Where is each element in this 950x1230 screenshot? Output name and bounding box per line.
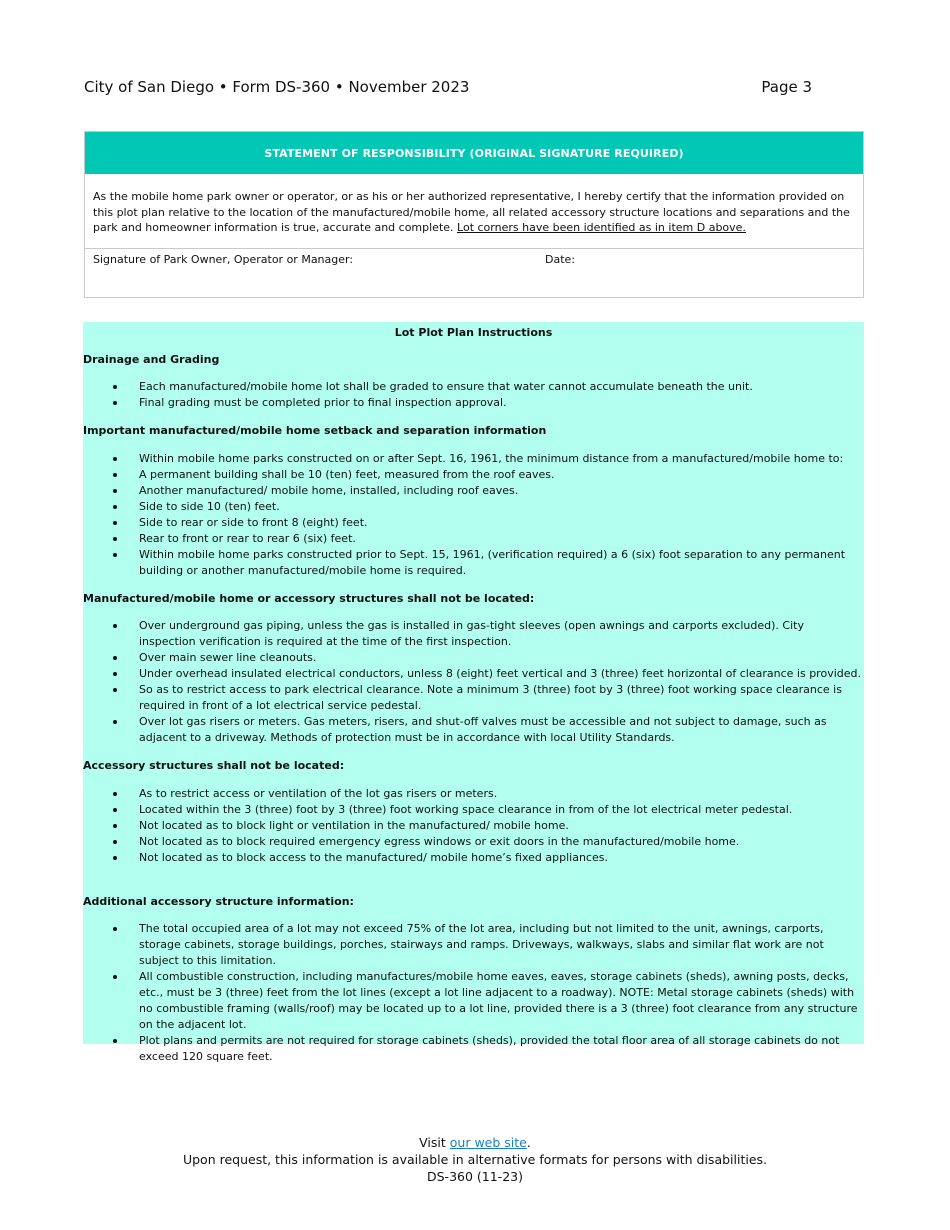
statement-title: STATEMENT OF RESPONSIBILITY (ORIGINAL SIGNATURE REQUIRED) xyxy=(264,146,684,160)
instructions-panel xyxy=(83,322,864,1063)
list-item: Not located as to block light or ventilation in the manufactured/ mobile home. xyxy=(83,818,864,834)
list-item: A permanent building shall be 10 (ten) feet, measured from the roof eaves. xyxy=(83,467,864,483)
statement-text: As the mobile home park owner or operator, or as his or her authorized representative, I hereby certify that the information provided on this plot plan relative to the location of the manufactured/mobile home, all related accessory structure locations and separations and the park and homeowner information is true, accurate and complete. xyxy=(93,190,850,234)
statement-of-responsibility xyxy=(84,131,864,298)
accessory-list xyxy=(83,786,864,866)
page-header xyxy=(84,78,812,96)
not-located-section-title: Manufactured/mobile home or accessory structures shall not be located: xyxy=(83,592,535,605)
list-item: All combustible construction, including manufactures/mobile home eaves, eaves, storage cabinets (sheds), awning posts, decks, etc., must be 3 (three) feet from the lot lines (except a lot line adjacent to a roadway). NOTE: Metal storage cabinets (sheds) with no combustible framing (walls/roof) may be located up to a lot line, provided there is a 3 (three) foot clearance from any structure on the adjacent lot. xyxy=(83,969,864,1033)
list-item: So as to restrict access to park electrical clearance. Note a minimum 3 (three) foot by 3 (three) foot working space clearance is required in front of a lot electrical service pedestal. xyxy=(83,682,864,714)
signature-row[interactable] xyxy=(85,249,863,297)
list-item: Each manufactured/mobile home lot shall be graded to ensure that water cannot accumulate beneath the unit. xyxy=(83,379,864,395)
footer-visit-prefix: Visit xyxy=(419,1135,450,1150)
list-item: Side to rear or side to front 8 (eight) feet. xyxy=(83,515,864,531)
list-item: Not located as to block required emergency egress windows or exit doors in the manufactured/mobile home. xyxy=(83,834,864,850)
list-item: Over underground gas piping, unless the gas is installed in gas-tight sleeves (open awnings and carports excluded). City inspection verification is required at the time of the first inspection. xyxy=(83,618,864,650)
instructions-title: Lot Plot Plan Instructions xyxy=(394,326,553,339)
not-located-list xyxy=(83,618,864,746)
footer-visit-suffix: . xyxy=(526,1135,531,1150)
statement-body xyxy=(85,174,863,249)
list-item: Final grading must be completed prior to final inspection approval. xyxy=(83,395,864,411)
date-label: Date: xyxy=(545,253,575,266)
list-item: Within mobile home parks constructed prior to Sept. 15, 1961, (verification required) a 6 (six) foot separation to any permanent building or another manufactured/mobile home is required. xyxy=(83,547,864,579)
form-title: City of San Diego • Form DS-360 • November 2023 xyxy=(84,78,470,96)
list-item: Rear to front or rear to rear 6 (six) feet. xyxy=(83,531,864,547)
signature-label: Signature of Park Owner, Operator or Manager: xyxy=(93,253,354,266)
statement-header xyxy=(85,132,863,174)
list-item: Located within the 3 (three) foot by 3 (three) foot working space clearance in from of the lot electrical meter pedestal. xyxy=(83,802,864,818)
list-item: Over main sewer line cleanouts. xyxy=(83,650,864,666)
setback-section-title: Important manufactured/mobile home setback and separation information xyxy=(83,424,547,437)
list-item: The total occupied area of a lot may not exceed 75% of the lot area, including but not limited to the unit, awnings, carports, storage cabinets, storage buildings, porches, stairways and ramps. Driveways, walkways, slabs and similar flat work are not subject to this limitation. xyxy=(83,921,864,969)
list-item: Side to side 10 (ten) feet. xyxy=(83,499,864,515)
statement-underlined-text: Lot corners have been identified as in item D above. xyxy=(457,221,746,234)
footer-form-code: DS-360 (11-23) xyxy=(427,1169,523,1184)
footer-visit-line xyxy=(0,1134,950,1151)
footer-accessibility-note: Upon request, this information is available in alternative formats for persons with disabilities. xyxy=(182,1152,768,1167)
setback-list xyxy=(83,451,864,579)
page-number: Page 3 xyxy=(761,78,812,96)
additional-section-title: Additional accessory structure information: xyxy=(83,895,354,908)
additional-list xyxy=(83,921,864,1065)
list-item: Within mobile home parks constructed on or after Sept. 16, 1961, the minimum distance from a manufactured/mobile home to: xyxy=(83,451,864,467)
accessory-section-title: Accessory structures shall not be located: xyxy=(83,759,345,772)
list-item: Plot plans and permits are not required for storage cabinets (sheds), provided the total floor area of all storage cabinets do not exceed 120 square feet. xyxy=(83,1033,864,1065)
drainage-list xyxy=(83,379,864,411)
list-item: Over lot gas risers or meters. Gas meters, risers, and shut-off valves must be accessible and not subject to damage, such as adjacent to a driveway. Methods of protection must be in accordance with local Utility Standards. xyxy=(83,714,864,746)
list-item: Not located as to block access to the manufactured/ mobile home’s fixed appliances. xyxy=(83,850,864,866)
page-footer xyxy=(0,1134,950,1185)
drainage-section-title: Drainage and Grading xyxy=(83,353,220,366)
list-item: Another manufactured/ mobile home, installed, including roof eaves. xyxy=(83,483,864,499)
website-link[interactable]: our web site xyxy=(449,1135,527,1150)
list-item: Under overhead insulated electrical conductors, unless 8 (eight) feet vertical and 3 (three) feet horizontal of clearance is provided. xyxy=(83,666,864,682)
list-item: As to restrict access or ventilation of the lot gas risers or meters. xyxy=(83,786,864,802)
